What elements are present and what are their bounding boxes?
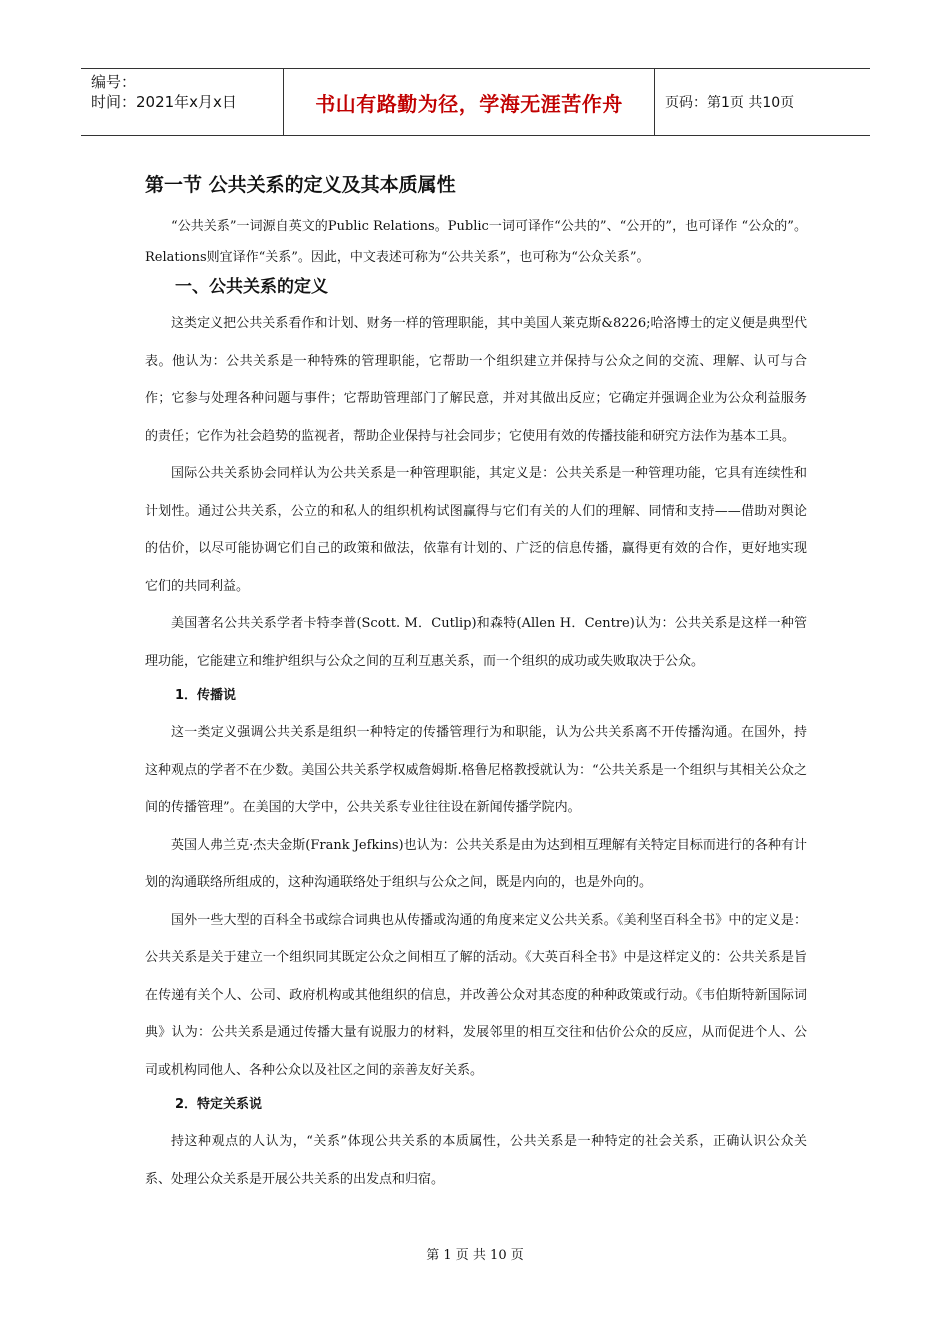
chapter-title: 第一节 公共关系的定义及其本质属性 [145,174,456,196]
header-motto-cell [283,69,655,135]
header-motto: 书山有路勤为径，学海无涯苦作舟 [315,91,623,116]
paragraph: 英国人弗兰克·杰夫金斯(Frank Jefkins)也认为：公共关系是由为达到相互理解有关特定目标而进行的各种有计划的沟通联络所组成的，这种沟通联络处于组织与公众之间，既是内向的，也是外向的。 [145,837,807,890]
document-number-label: 编号： [91,73,137,91]
paragraph: 美国著名公共关系学者卡特李普(Scott. M．Cutlip)和森特(Allen H．Centre)认为：公共关系是这样一种管理功能，它能建立和维护组织与公众之间的互利互惠关系，而一个组织的成功或失败取决于公众。 [145,616,807,669]
page-header [81,68,870,136]
paragraph: 国际公共关系协会同样认为公共关系是一种管理职能，其定义是：公共关系是一种管理功能，它具有连续性和计划性。通过公共关系，公立的和私人的组织机构试图赢得与它们有关的人们的理解、同情和支持——借助对舆论的估价，以尽可能协调它们自己的政策和做法，依靠有计划的、广泛的信息传播，赢得更有效的合作，更好地实现它们的共同利益。 [145,466,807,594]
section-title: 一、公共关系的定义 [175,277,328,297]
page-footer: 第 1 页 共 10 页 [426,1248,524,1263]
paragraph: 这类定义把公共关系看作和计划、财务一样的管理职能，其中美国人莱克斯&8226;哈洛博士的定义便是典型代表。他认为：公共关系是一种特殊的管理职能，它帮助一个组织建立并保持与公众之间的交流、理解、认可与合作；它参与处理各种问题与事件；它帮助管理部门了解民意，并对其做出反应；它确定并强调企业为公众利益服务的责任；它作为社会趋势的监视者，帮助企业保持与社会同步；它使用有效的传播技能和研究方法作为基本工具。 [145,316,807,444]
subsection-title: 2．特定关系说 [175,1097,263,1112]
paragraph: 国外一些大型的百科全书或综合词典也从传播或沟通的角度来定义公共关系。《美利坚百科全书》中的定义是：公共关系是关于建立一个组织同其既定公众之间相互了解的活动。《大英百科全书》中是这样定义的：公共关系是旨在传递有关个人、公司、政府机构或其他组织的信息，并改善公众对其态度的种种政策或行动。《韦伯斯特新国际词典》认为：公共关系是通过传播大量有说服力的材料，发展邻里的相互交往和估价公众的反应，从而促进个人、公司或机构同他人、各种公众以及社区之间的亲善友好关系。 [145,912,807,1078]
header-page-info: 页码：第1页 共10页 [665,95,795,111]
paragraph: 这一类定义强调公共关系是组织一种特定的传播管理行为和职能，认为公共关系离不开传播沟通。在国外，持这种观点的学者不在少数。美国公共关系学权威詹姆斯.格鲁尼格教授就认为：“公共关系是一个组织与其相关公众之间的传播管理”。在美国的大学中，公共关系专业往往设在新闻传播学院内。 [145,725,807,815]
document-date-label: 时间：2021年x月x日 [91,93,237,111]
paragraph: 持这种观点的人认为，“关系”体现公共关系的本质属性，公共关系是一种特定的社会关系，正确认识公众关系、处理公众关系是开展公共关系的出发点和归宿。 [145,1134,807,1187]
header-meta [81,69,283,135]
document-body [145,170,807,1198]
intro-paragraph: “公共关系”一词源自英文的Public Relations。Public一词可译作“公共的”、“公开的”，也可译作 “公众的”。Relations则宜译作“关系”。因此，中文表述可称为“公共关系”，也可称为“公众关系”。 [145,219,807,265]
subsection-title: 1．传播说 [175,688,237,703]
